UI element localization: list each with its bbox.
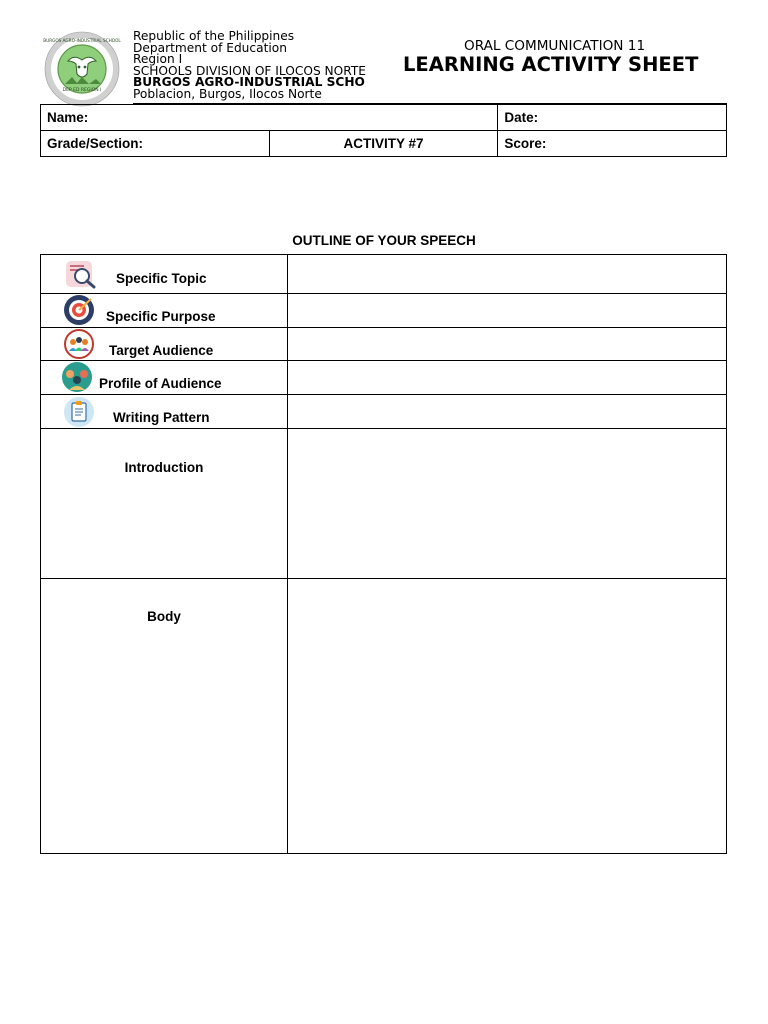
outline-title: OUTLINE OF YOUR SPEECH xyxy=(292,233,476,248)
republic-text: Republic of the Philippines xyxy=(133,29,295,43)
target-icon xyxy=(63,294,97,329)
profile-of-audience-answer[interactable] xyxy=(288,361,727,395)
target-audience-label: Target Audience xyxy=(109,343,214,358)
region-text: Region I xyxy=(133,52,183,67)
specific-purpose-label: Specific Purpose xyxy=(106,309,216,324)
subject-title: ORAL COMMUNICATION 11 xyxy=(464,38,646,54)
grade-section-label: Grade/Section: xyxy=(47,136,144,151)
activity-number: ACTIVITY #7 xyxy=(269,131,498,157)
writing-pattern-answer[interactable] xyxy=(288,395,727,429)
table-row xyxy=(41,328,727,361)
specific-purpose-answer[interactable] xyxy=(288,294,727,328)
audience-group-icon xyxy=(63,329,97,362)
grade-section-field[interactable] xyxy=(41,131,270,157)
school-name: BURGOS AGRO-INDUSTRIAL SCHO xyxy=(133,75,365,90)
score-field[interactable] xyxy=(498,131,727,157)
school-info xyxy=(133,31,366,101)
department-text: Department of Education xyxy=(133,40,287,55)
score-label: Score: xyxy=(504,136,547,151)
date-label: Date: xyxy=(504,110,539,125)
logo-bottom-text: DEP ED REGION I xyxy=(62,88,102,93)
table-row xyxy=(41,361,727,395)
speech-outline-table xyxy=(40,254,727,854)
name-field[interactable] xyxy=(41,105,498,131)
table-row xyxy=(41,255,727,294)
division-text: SCHOOLS DIVISION OF ILOCOS NORTE xyxy=(133,63,366,78)
logo-text: BURGOS AGRO-INDUSTRIAL SCHOOL xyxy=(43,38,121,43)
specific-topic-label: Specific Topic xyxy=(116,271,207,286)
introduction-answer[interactable] xyxy=(288,429,727,579)
writing-pattern-label: Writing Pattern xyxy=(113,410,210,425)
student-info-table xyxy=(40,104,727,157)
table-row xyxy=(41,294,727,328)
table-row xyxy=(41,429,727,579)
school-logo xyxy=(41,30,123,108)
people-profile-icon xyxy=(59,362,95,395)
body-answer[interactable] xyxy=(288,579,727,854)
magnifier-document-icon xyxy=(64,259,98,292)
date-field[interactable] xyxy=(498,105,727,131)
clipboard-icon xyxy=(61,397,97,430)
body-label: Body xyxy=(147,609,181,624)
table-row xyxy=(41,395,727,429)
introduction-label: Introduction xyxy=(124,460,204,475)
table-row xyxy=(41,579,727,854)
name-label: Name: xyxy=(47,110,89,125)
sheet-title: LEARNING ACTIVITY SHEET xyxy=(403,53,699,76)
target-audience-answer[interactable] xyxy=(288,328,727,361)
school-address: Poblacion, Burgos, Ilocos Norte xyxy=(133,86,322,101)
profile-of-audience-label: Profile of Audience xyxy=(99,376,222,391)
specific-topic-answer[interactable] xyxy=(288,255,727,294)
